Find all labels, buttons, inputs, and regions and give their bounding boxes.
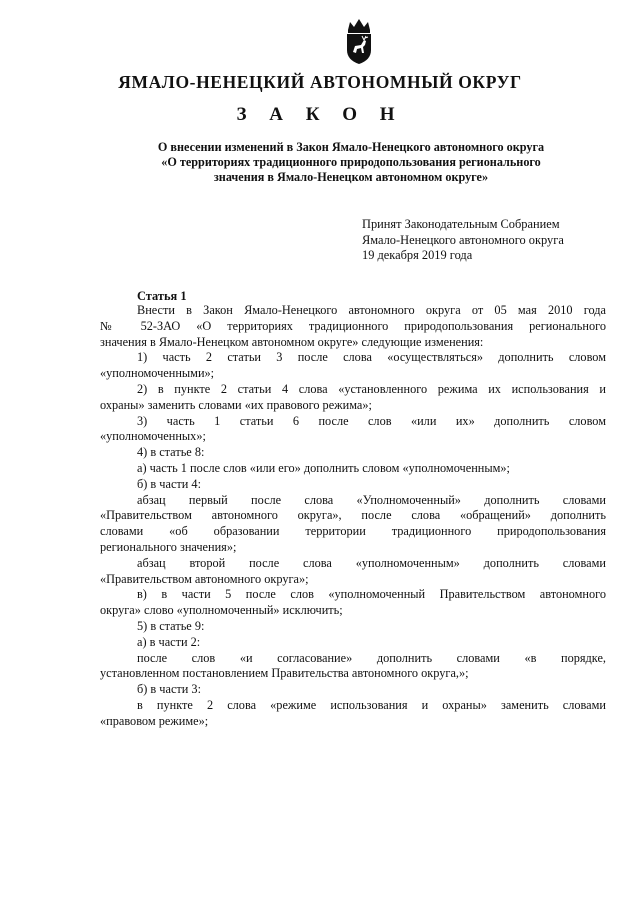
article-body	[100, 303, 606, 730]
text-line: 1) часть 2 статьи 3 после слова «осуществляться» дополнить словом	[137, 350, 606, 365]
text-line: «Правительством автономного округа»;	[100, 571, 309, 586]
text-line: «правовом режиме»;	[100, 713, 209, 728]
coat-of-arms-icon	[339, 16, 379, 66]
text-line: а) в части 2:	[137, 634, 201, 649]
adoption-line: Принят Законодательным Собранием	[362, 217, 560, 231]
text-line: Внести в Закон Ямало-Ненецкого автономного округа от 05 мая 2010 года	[137, 303, 606, 317]
region-name: ЯМАЛО-НЕНЕЦКИЙ АВТОНОМНЫЙ ОКРУГ	[118, 72, 522, 92]
text-line: охраны» заменить словами «их правового режима»;	[100, 397, 372, 412]
text-line: 2) в пункте 2 статьи 4 слова «установленного режима их использования и	[137, 381, 606, 396]
law-subject	[96, 140, 606, 185]
adoption-line: 19 декабря 2019 года	[362, 248, 473, 263]
text-line: 5) в статье 9:	[137, 618, 205, 633]
text-line: значения в Ямало-Ненецком автономном округе» следующие изменения:	[100, 334, 484, 349]
text-line: после слов «и согласование» дополнить словами «в порядке,	[137, 650, 606, 665]
text-line: 4) в статье 8:	[137, 445, 205, 460]
text-line: «Правительством автономного округа», после слова «обращений» дополнить	[100, 508, 606, 523]
article-heading: Статья 1	[137, 289, 187, 303]
text-line: «уполномоченными»;	[100, 366, 215, 381]
text-line: округа» слово «уполномоченный» исключить;	[100, 603, 343, 618]
text-line: № 52-ЗАО «О территориях традиционного природопользования регионального	[100, 318, 606, 333]
text-line: в пункте 2 слова «режиме использования и охраны» заменить словами	[137, 697, 606, 712]
text-line: в) в части 5 после слов «уполномоченный Правительством автономного	[137, 587, 606, 602]
subject-line: значения в Ямало-Ненецком автономном округе»	[213, 170, 489, 184]
text-line: б) в части 3:	[137, 682, 202, 697]
text-line: абзац второй после слова «уполномоченным» дополнить словами	[137, 555, 606, 570]
text-line: установленном постановлением Правительства автономного округа,»;	[100, 666, 469, 681]
text-line: «уполномоченных»;	[100, 429, 206, 444]
text-line: абзац первый после слова «Уполномоченный» дополнить словами	[137, 492, 606, 507]
text-line: б) в части 4:	[137, 476, 202, 491]
text-line: словами «об образовании территории традиционного природопользования	[100, 524, 606, 539]
adoption-line: Ямало-Ненецкого автономного округа	[362, 232, 564, 247]
document-type: З А К О Н	[236, 104, 404, 125]
text-line: 3) часть 1 статьи 6 после слов «или их» дополнить словом	[137, 413, 606, 428]
text-line: регионального значения»;	[100, 539, 237, 554]
text-line: а) часть 1 после слов «или его» дополнить словом «уполномоченным»;	[137, 460, 510, 475]
subject-line: О внесении изменений в Закон Ямало-Ненецкого автономного округа	[157, 140, 545, 154]
subject-line: «О территориях традиционного природопользования регионального	[161, 155, 541, 169]
adoption-note	[362, 217, 564, 264]
